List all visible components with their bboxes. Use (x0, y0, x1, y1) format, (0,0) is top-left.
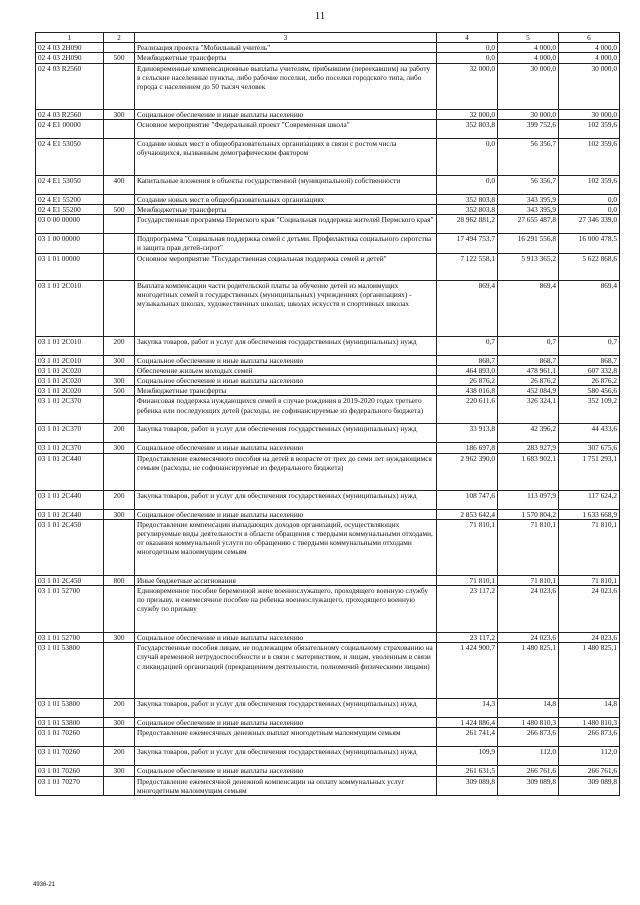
expense-type-cell (104, 728, 135, 747)
table-row (36, 365, 620, 375)
amount-year3-cell: 869,4 (559, 280, 620, 336)
table-row (36, 728, 620, 747)
item-name-cell: Обеспечение жильем молодых семей (135, 365, 437, 375)
amount-year2-cell: 56 356,7 (498, 138, 559, 175)
amount-year3-cell: 24 023,6 (559, 633, 620, 643)
amount-year3-cell: 352 109,2 (559, 396, 620, 424)
amount-year3-cell: 24 023,6 (559, 586, 620, 633)
expense-type-cell: 300 (104, 355, 135, 365)
table-row (36, 138, 620, 175)
amount-year1-cell: 2 853 642,4 (437, 509, 498, 519)
table-row (36, 43, 620, 53)
table-row (36, 424, 620, 443)
item-name-cell: Социальное обеспечение и иные выплаты населению (135, 376, 437, 386)
expense-type-cell (104, 253, 135, 280)
table-row (36, 194, 620, 204)
amount-year3-cell: 1 633 668,9 (559, 509, 620, 519)
amount-year1-cell: 220 611,6 (437, 396, 498, 424)
expense-type-cell (104, 643, 135, 699)
item-name-cell: Капитальные вложения в объекты государственной (муниципальной) собственности (135, 175, 437, 194)
item-name-cell: Единовременные компенсационные выплаты учителям, прибывшим (переехавшим) на работу в сельские населенные пункты, либо рабочие поселки, либо поселки городского типа, либо города с населением до 50 тысяч человек (135, 63, 437, 109)
table-row (36, 119, 620, 138)
amount-year3-cell: 4 000,0 (559, 43, 620, 53)
item-name-cell: Выплата компенсации части родительской платы за обучение детей из малоимущих многодетных семей в государственных (муниципальных) учреждениях (организациях) - музыкальных школах, художественных школах, школах искусств и спортивных школах (135, 280, 437, 336)
expense-type-cell: 200 (104, 424, 135, 443)
amount-year2-cell: 112,0 (498, 747, 559, 766)
amount-year3-cell: 309 089,8 (559, 776, 620, 795)
expense-type-cell: 500 (104, 386, 135, 396)
expense-type-cell: 200 (104, 747, 135, 766)
amount-year1-cell: 261 741,4 (437, 728, 498, 747)
expense-type-cell (104, 138, 135, 175)
expense-type-cell (104, 63, 135, 109)
table-row (36, 234, 620, 253)
table-row (36, 386, 620, 396)
item-name-cell: Социальное обеспечение и иные выплаты населению (135, 509, 437, 519)
amount-year3-cell: 266 761,6 (559, 766, 620, 776)
table-row (36, 519, 620, 575)
table-row (36, 109, 620, 119)
budget-code-cell: 02 4 03 R2560 (36, 109, 104, 119)
table-row (36, 766, 620, 776)
table-row (36, 63, 620, 109)
item-name-cell: Социальное обеспечение и иные выплаты населению (135, 355, 437, 365)
expense-type-cell (104, 234, 135, 253)
expense-type-cell (104, 453, 135, 490)
item-name-cell: Социальное обеспечение и иные выплаты населению (135, 766, 437, 776)
amount-year1-cell: 464 893,0 (437, 365, 498, 375)
item-name-cell: Закупка товаров, работ и услуг для обеспечения государственных (муниципальных) нужд (135, 747, 437, 766)
amount-year2-cell: 26 876,2 (498, 376, 559, 386)
budget-code-cell: 03 1 01 2С370 (36, 424, 104, 443)
amount-year1-cell: 1 424 886,4 (437, 718, 498, 728)
item-name-cell: Основное мероприятие "Государственная социальная поддержка семей и детей" (135, 253, 437, 280)
expense-type-cell: 300 (104, 443, 135, 453)
amount-year2-cell: 1 570 804,2 (498, 509, 559, 519)
amount-year3-cell: 71 810,1 (559, 519, 620, 575)
amount-year1-cell: 352 803,8 (437, 194, 498, 204)
amount-year2-cell: 56 356,7 (498, 175, 559, 194)
item-name-cell: Создание новых мест в общеобразовательных организациях в связи с ростом числа обучающихся, вызванным демографическим фактором (135, 138, 437, 175)
budget-code-cell: 03 1 01 2С020 (36, 386, 104, 396)
table-row (36, 376, 620, 386)
expense-type-cell: 300 (104, 718, 135, 728)
amount-year2-cell: 5 913 365,2 (498, 253, 559, 280)
amount-year2-cell: 309 089,8 (498, 776, 559, 795)
budget-code-cell: 03 1 01 2С010 (36, 280, 104, 336)
budget-code-cell: 02 4 Е1 53050 (36, 138, 104, 175)
expense-type-cell: 300 (104, 109, 135, 119)
amount-year2-cell: 326 324,1 (498, 396, 559, 424)
amount-year3-cell: 307 675,6 (559, 443, 620, 453)
expense-type-cell (104, 519, 135, 575)
amount-year3-cell: 16 000 478,5 (559, 234, 620, 253)
expense-type-cell: 200 (104, 699, 135, 718)
document-code: 4936-21 (33, 882, 56, 888)
budget-code-cell: 03 1 01 2С020 (36, 365, 104, 375)
budget-code-cell: 03 1 01 00000 (36, 253, 104, 280)
table-row (36, 747, 620, 766)
amount-year2-cell: 399 752,6 (498, 119, 559, 138)
amount-year3-cell: 0,7 (559, 336, 620, 355)
budget-code-cell: 03 1 01 2С010 (36, 355, 104, 365)
table-row (36, 643, 620, 699)
amount-year2-cell: 30 000,0 (498, 63, 559, 109)
page-number: 11 (314, 10, 326, 22)
budget-code-cell: 03 1 01 2С450 (36, 519, 104, 575)
budget-code-cell: 03 1 00 00000 (36, 234, 104, 253)
item-name-cell: Финансовая поддержка нуждающихся семей в случае рождения в 2019-2020 годах третьего ребенка или последующих детей (расходы, не софинансируемые из федерального бюджета) (135, 396, 437, 424)
expense-type-cell (104, 194, 135, 204)
item-name-cell: Единовременное пособие беременной жене военнослужащего, проходящего военную службу по призыву, и ежемесячное пособие на ребенка военнослужащего, проходящего военную службу по призыву (135, 586, 437, 633)
amount-year1-cell: 0,0 (437, 138, 498, 175)
budget-code-cell: 02 4 03 2Н090 (36, 53, 104, 63)
expense-type-cell (104, 365, 135, 375)
item-name-cell: Государственная программа Пермского края "Социальная поддержка жителей Пермского края" (135, 215, 437, 234)
table-row (36, 776, 620, 795)
amount-year3-cell: 14,8 (559, 699, 620, 718)
budget-code-cell: 02 4 Е1 55200 (36, 205, 104, 215)
budget-code-cell: 03 1 01 2С020 (36, 376, 104, 386)
budget-code-cell: 03 1 01 52700 (36, 586, 104, 633)
item-name-cell: Социальное обеспечение и иные выплаты населению (135, 109, 437, 119)
table-row (36, 490, 620, 509)
amount-year1-cell: 26 876,2 (437, 376, 498, 386)
amount-year1-cell: 32 000,0 (437, 109, 498, 119)
table-row (36, 336, 620, 355)
table-row (36, 586, 620, 633)
table-row (36, 396, 620, 424)
column-number: 2 (104, 33, 135, 43)
amount-year1-cell: 0,7 (437, 336, 498, 355)
amount-year2-cell: 869,4 (498, 280, 559, 336)
amount-year2-cell: 113 097,9 (498, 490, 559, 509)
expense-type-cell: 500 (104, 53, 135, 63)
amount-year1-cell: 868,7 (437, 355, 498, 365)
amount-year1-cell: 352 803,8 (437, 205, 498, 215)
budget-code-cell: 03 1 01 70270 (36, 776, 104, 795)
table-row (36, 355, 620, 365)
amount-year2-cell: 0,7 (498, 336, 559, 355)
budget-code-cell: 03 1 01 70260 (36, 728, 104, 747)
amount-year1-cell: 0,0 (437, 43, 498, 53)
expense-type-cell: 200 (104, 490, 135, 509)
item-name-cell: Предоставление ежемесячного пособия на детей в возрасте от трех до семи лет нуждающимся семьям (расходы, не софинансируемые из федерального бюджета) (135, 453, 437, 490)
amount-year2-cell: 24 023,6 (498, 633, 559, 643)
item-name-cell: Предоставление ежемесячной денежной компенсации на оплату коммунальных услуг многодетным малоимущим семьям (135, 776, 437, 795)
amount-year2-cell: 1 480 810,3 (498, 718, 559, 728)
budget-code-cell: 03 1 01 2С440 (36, 509, 104, 519)
amount-year3-cell: 868,7 (559, 355, 620, 365)
expense-type-cell: 200 (104, 336, 135, 355)
amount-year2-cell: 283 927,9 (498, 443, 559, 453)
column-number-row (36, 33, 620, 43)
budget-code-cell: 03 1 01 52700 (36, 633, 104, 643)
budget-code-cell: 03 1 01 70260 (36, 766, 104, 776)
budget-code-cell: 03 1 01 53800 (36, 643, 104, 699)
amount-year2-cell: 266 761,6 (498, 766, 559, 776)
expense-type-cell (104, 119, 135, 138)
amount-year2-cell: 452 084,9 (498, 386, 559, 396)
budget-code-cell: 03 1 01 2С440 (36, 453, 104, 490)
item-name-cell: Государственные пособия лицам, не подлежащим обязательному социальному страхованию на случай временной нетрудоспособности и в связи с материнством, и лицам, уволенным в связи с ликвидацией организаций (прекращением деятельности, полномочий физическими лицами) (135, 643, 437, 699)
expense-type-cell: 300 (104, 509, 135, 519)
budget-code-cell: 03 1 01 2С010 (36, 336, 104, 355)
amount-year3-cell: 71 810,1 (559, 575, 620, 585)
amount-year3-cell: 4 000,0 (559, 53, 620, 63)
amount-year3-cell: 266 873,6 (559, 728, 620, 747)
table-row (36, 575, 620, 585)
amount-year3-cell: 102 359,6 (559, 138, 620, 175)
amount-year1-cell: 32 000,0 (437, 63, 498, 109)
amount-year1-cell: 71 810,1 (437, 519, 498, 575)
item-name-cell: Подпрограмма "Социальная поддержка семей с детьми. Профилактика социального сиротства и защита прав детей-сирот" (135, 234, 437, 253)
amount-year1-cell: 109,9 (437, 747, 498, 766)
amount-year1-cell: 438 016,8 (437, 386, 498, 396)
amount-year1-cell: 352 803,8 (437, 119, 498, 138)
column-number: 6 (559, 33, 620, 43)
budget-code-cell: 03 1 01 53800 (36, 699, 104, 718)
table-row (36, 215, 620, 234)
amount-year1-cell: 0,0 (437, 175, 498, 194)
amount-year1-cell: 17 494 753,7 (437, 234, 498, 253)
table-row (36, 699, 620, 718)
item-name-cell: Социальное обеспечение и иные выплаты населению (135, 718, 437, 728)
table-row (36, 453, 620, 490)
amount-year1-cell: 23 117,2 (437, 586, 498, 633)
amount-year1-cell: 261 631,5 (437, 766, 498, 776)
column-number: 5 (498, 33, 559, 43)
expense-type-cell: 300 (104, 766, 135, 776)
expense-type-cell: 500 (104, 205, 135, 215)
amount-year1-cell: 28 962 881,2 (437, 215, 498, 234)
amount-year2-cell: 30 000,0 (498, 109, 559, 119)
table-row (36, 53, 620, 63)
amount-year3-cell: 30 000,0 (559, 109, 620, 119)
expense-type-cell: 300 (104, 633, 135, 643)
amount-year3-cell: 44 433,6 (559, 424, 620, 443)
amount-year2-cell: 24 023,6 (498, 586, 559, 633)
budget-code-cell: 03 1 01 70260 (36, 747, 104, 766)
amount-year1-cell: 1 424 900,7 (437, 643, 498, 699)
budget-code-cell: 03 1 01 2С370 (36, 396, 104, 424)
amount-year2-cell: 478 961,1 (498, 365, 559, 375)
column-number: 3 (135, 33, 437, 43)
amount-year3-cell: 112,0 (559, 747, 620, 766)
item-name-cell: Закупка товаров, работ и услуг для обеспечения государственных (муниципальных) нужд (135, 336, 437, 355)
budget-code-cell: 03 1 01 2С440 (36, 490, 104, 509)
amount-year1-cell: 2 962 390,0 (437, 453, 498, 490)
table-row (36, 509, 620, 519)
amount-year1-cell: 23 117,2 (437, 633, 498, 643)
budget-code-cell: 03 1 01 2С450 (36, 575, 104, 585)
column-number: 1 (36, 33, 104, 43)
column-number: 4 (437, 33, 498, 43)
item-name-cell: Социальное обеспечение и иные выплаты населению (135, 443, 437, 453)
budget-table (35, 32, 620, 796)
amount-year2-cell: 4 000,0 (498, 43, 559, 53)
item-name-cell: Иные бюджетные ассигнования (135, 575, 437, 585)
amount-year3-cell: 102 359,6 (559, 119, 620, 138)
amount-year3-cell: 580 456,6 (559, 386, 620, 396)
amount-year1-cell: 186 697,8 (437, 443, 498, 453)
amount-year2-cell: 71 810,1 (498, 575, 559, 585)
amount-year1-cell: 309 089,8 (437, 776, 498, 795)
expense-type-cell: 300 (104, 376, 135, 386)
budget-code-cell: 02 4 03 R2560 (36, 63, 104, 109)
expense-type-cell (104, 43, 135, 53)
amount-year3-cell: 26 876,2 (559, 376, 620, 386)
item-name-cell: Межбюджетные трансферты (135, 386, 437, 396)
amount-year1-cell: 0,0 (437, 53, 498, 63)
amount-year2-cell: 343 395,9 (498, 194, 559, 204)
amount-year3-cell: 0,0 (559, 205, 620, 215)
table-row (36, 718, 620, 728)
amount-year1-cell: 71 810,1 (437, 575, 498, 585)
amount-year2-cell: 1 683 902,1 (498, 453, 559, 490)
item-name-cell: Реализация проекта "Мобильный учитель" (135, 43, 437, 53)
item-name-cell: Межбюджетные трансферты (135, 205, 437, 215)
expense-type-cell (104, 280, 135, 336)
budget-code-cell: 03 1 01 2С370 (36, 443, 104, 453)
item-name-cell: Закупка товаров, работ и услуг для обеспечения государственных (муниципальных) нужд (135, 490, 437, 509)
amount-year3-cell: 27 346 339,0 (559, 215, 620, 234)
amount-year1-cell: 7 122 558,1 (437, 253, 498, 280)
item-name-cell: Предоставление ежемесячных денежных выплат многодетным малоимущим семьям (135, 728, 437, 747)
amount-year1-cell: 33 913,8 (437, 424, 498, 443)
amount-year1-cell: 869,4 (437, 280, 498, 336)
item-name-cell: Закупка товаров, работ и услуг для обеспечения государственных (муниципальных) нужд (135, 699, 437, 718)
expense-type-cell: 800 (104, 575, 135, 585)
table-row (36, 443, 620, 453)
item-name-cell: Закупка товаров, работ и услуг для обеспечения государственных (муниципальных) нужд (135, 424, 437, 443)
amount-year3-cell: 117 624,2 (559, 490, 620, 509)
amount-year3-cell: 5 622 868,6 (559, 253, 620, 280)
amount-year2-cell: 42 396,2 (498, 424, 559, 443)
item-name-cell: Основное мероприятие "Федеральный проект "Современная школа" (135, 119, 437, 138)
table-row (36, 253, 620, 280)
amount-year3-cell: 1 751 293,1 (559, 453, 620, 490)
amount-year1-cell: 108 747,6 (437, 490, 498, 509)
amount-year2-cell: 266 873,6 (498, 728, 559, 747)
budget-code-cell: 03 0 00 00000 (36, 215, 104, 234)
amount-year3-cell: 1 480 810,3 (559, 718, 620, 728)
expense-type-cell (104, 215, 135, 234)
table-row (36, 205, 620, 215)
amount-year3-cell: 102 359,6 (559, 175, 620, 194)
expense-type-cell: 400 (104, 175, 135, 194)
amount-year2-cell: 14,8 (498, 699, 559, 718)
amount-year2-cell: 868,7 (498, 355, 559, 365)
expense-type-cell (104, 586, 135, 633)
amount-year2-cell: 4 000,0 (498, 53, 559, 63)
budget-code-cell: 02 4 Е1 55200 (36, 194, 104, 204)
budget-code-cell: 03 1 01 53800 (36, 718, 104, 728)
budget-code-cell: 02 4 03 2Н090 (36, 43, 104, 53)
budget-code-cell: 02 4 Е1 00000 (36, 119, 104, 138)
amount-year2-cell: 16 291 556,8 (498, 234, 559, 253)
amount-year3-cell: 30 000,0 (559, 63, 620, 109)
amount-year2-cell: 27 655 487,8 (498, 215, 559, 234)
amount-year2-cell: 71 810,1 (498, 519, 559, 575)
amount-year2-cell: 1 480 825,1 (498, 643, 559, 699)
item-name-cell: Создание новых мест в общеобразовательных организациях (135, 194, 437, 204)
item-name-cell: Предоставление компенсации выпадающих доходов организаций, осуществляющих регулируемые виды деятельности в области обращения с твердыми коммунальными отходами, от оказания коммунальной услуги по обращению с твердыми коммунальными отходами многодетным малоимущим семьям (135, 519, 437, 575)
expense-type-cell (104, 396, 135, 424)
amount-year1-cell: 14,3 (437, 699, 498, 718)
item-name-cell: Межбюджетные трансферты (135, 53, 437, 63)
expense-type-cell (104, 776, 135, 795)
amount-year3-cell: 607 332,8 (559, 365, 620, 375)
budget-code-cell: 02 4 Е1 53050 (36, 175, 104, 194)
amount-year3-cell: 1 480 825,1 (559, 643, 620, 699)
item-name-cell: Социальное обеспечение и иные выплаты населению (135, 633, 437, 643)
amount-year2-cell: 343 395,9 (498, 205, 559, 215)
table-row (36, 633, 620, 643)
amount-year3-cell: 0,0 (559, 194, 620, 204)
table-row (36, 280, 620, 336)
table-row (36, 175, 620, 194)
